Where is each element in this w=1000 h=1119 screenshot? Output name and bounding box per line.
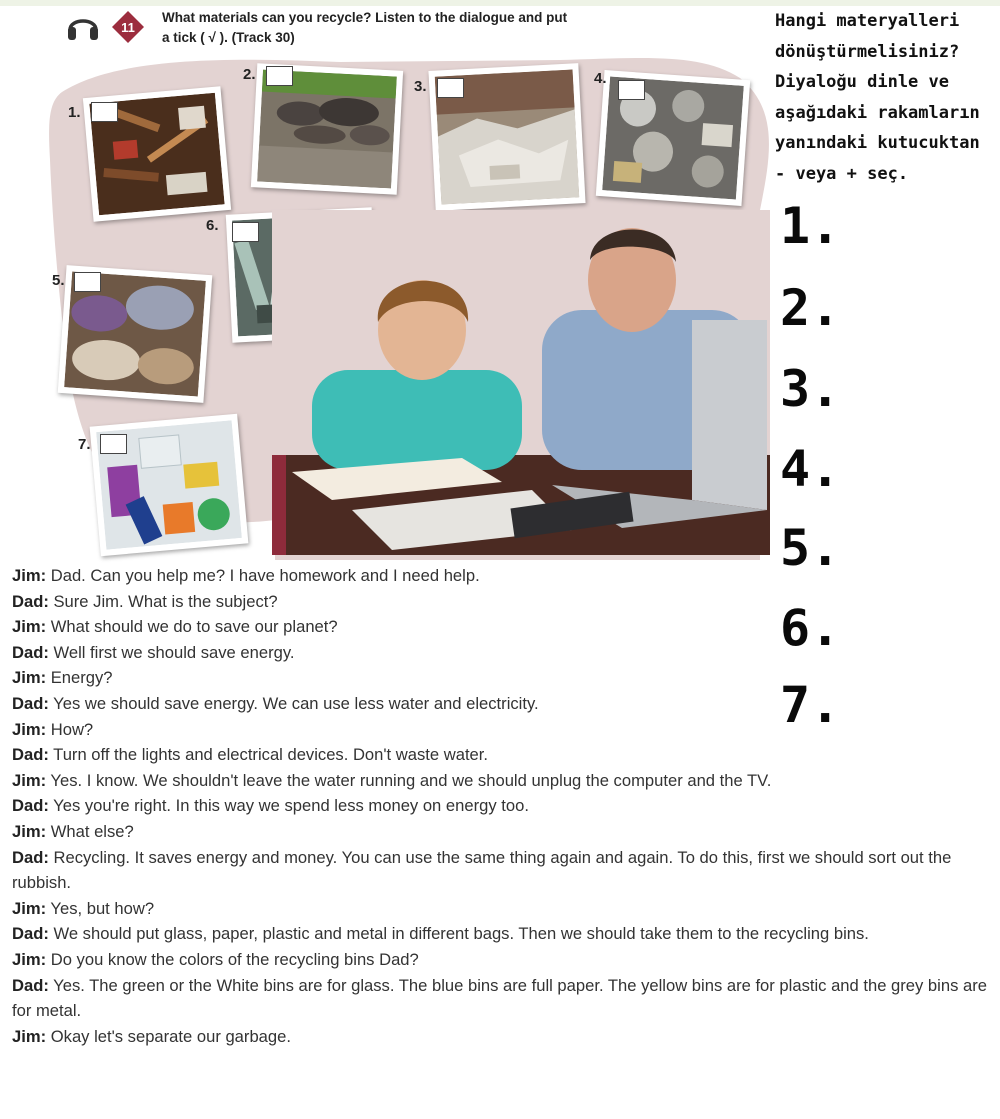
- father-son-photo: [272, 210, 770, 555]
- answer-number: 4.: [780, 440, 841, 498]
- speaker-name: Jim:: [12, 719, 47, 739]
- dialogue-text: Yes, but how?: [46, 898, 155, 918]
- answer-number: 5.: [780, 519, 841, 577]
- speaker-name: Jim:: [12, 668, 47, 688]
- turkish-instruction: [775, 6, 997, 189]
- tick-box-5[interactable]: [74, 272, 101, 292]
- instruction-line-1: What materials can you recycle? Listen to the dialogue and put: [162, 10, 568, 25]
- speaker-name: Dad:: [12, 745, 49, 765]
- speaker-name: Dad:: [12, 847, 49, 867]
- answer-number: 3.: [780, 360, 841, 418]
- speaker-name: Dad:: [12, 591, 49, 611]
- dialogue-text: What should we do to save our planet?: [46, 617, 338, 637]
- dialogue-text: Yes. I know. We shouldn't leave the water running and we should unplug the computer and the TV.: [46, 770, 772, 790]
- turkish-line: yanındaki kutucuktan: [775, 133, 980, 153]
- dialogue-line: [12, 947, 987, 973]
- dialogue-line: [12, 563, 987, 589]
- turkish-line: dönüştürmelisiniz?: [775, 41, 960, 62]
- answer-number: 6.: [780, 599, 841, 657]
- speaker-name: Jim:: [12, 617, 47, 637]
- dialogue-text: Dad. Can you help me? I have homework and I need help.: [46, 566, 480, 585]
- dialogue-text: Turn off the lights and electrical devices. Don't waste water.: [48, 745, 489, 765]
- speaker-name: Dad:: [12, 924, 49, 944]
- turkish-line: Hangi materyalleri: [775, 11, 960, 31]
- svg-text:11: 11: [121, 20, 135, 35]
- speaker-name: Jim:: [12, 949, 47, 969]
- dialogue-line: [12, 896, 987, 922]
- tick-box-1[interactable]: [91, 102, 118, 122]
- dialogue-text: We should put glass, paper, plastic and metal in different bags. Then we should take them to the recycling bins.: [48, 924, 869, 944]
- dialogue-text: Yes we should save energy. We can use less water and electricity.: [48, 693, 539, 713]
- headphones-icon: [66, 10, 100, 42]
- photo-label: 1.: [68, 104, 81, 121]
- tick-box-4[interactable]: [618, 80, 645, 100]
- answer-number: 1.: [780, 197, 841, 255]
- dialogue-line: [12, 665, 987, 691]
- answer-number: 7.: [780, 676, 841, 734]
- dialogue-text: How?: [46, 719, 94, 739]
- turkish-line: - veya + seç.: [775, 163, 909, 184]
- tick-box-3[interactable]: [437, 78, 464, 98]
- tick-box-2[interactable]: [266, 66, 293, 86]
- dialogue-line: [12, 921, 987, 947]
- dialogue-text: Yes you're right. In this way we spend less money on energy too.: [48, 796, 529, 816]
- dialogue-line: [12, 973, 987, 1024]
- exercise-number-badge: [111, 10, 145, 44]
- photo-label: 3.: [414, 78, 427, 95]
- speaker-name: Dad:: [12, 975, 49, 995]
- dialogue-line: [12, 691, 987, 717]
- dialogue-line: [12, 845, 987, 896]
- speaker-name: Dad:: [12, 693, 49, 713]
- photo-label: 2.: [243, 66, 256, 83]
- dialogue-text: Do you know the colors of the recycling bins Dad?: [46, 949, 419, 969]
- speaker-name: Jim:: [12, 821, 47, 841]
- dialogue-text: Well first we should save energy.: [48, 642, 295, 662]
- dialogue-text: Sure Jim. What is the subject?: [48, 591, 278, 611]
- photo-label: 6.: [206, 217, 219, 234]
- dialogue-line: [12, 819, 987, 845]
- speaker-name: Jim:: [12, 566, 47, 585]
- tick-box-6[interactable]: [232, 222, 259, 242]
- dialogue-line: [12, 793, 987, 819]
- photo-label: 7.: [78, 436, 91, 453]
- dialogue-text: Yes. The green or the White bins are for glass. The blue bins are full paper. The yellow bins are for plastic and the grey bins are for metal.: [12, 975, 987, 1021]
- dialogue-text: What else?: [46, 821, 134, 841]
- dialogue-line: [12, 742, 987, 768]
- speaker-name: Dad:: [12, 642, 49, 662]
- dialogue-line: [12, 768, 987, 794]
- speaker-name: Jim:: [12, 770, 47, 790]
- exercise-instruction: [162, 8, 682, 48]
- speaker-name: Jim:: [12, 1026, 47, 1046]
- speaker-name: Dad:: [12, 796, 49, 816]
- dialogue-text: Energy?: [46, 668, 113, 688]
- photo-label: 4.: [594, 70, 607, 87]
- dialogue-line: [12, 589, 987, 615]
- dialogue-text: Okay let's separate our garbage.: [46, 1026, 291, 1046]
- dialogue-line: [12, 717, 987, 743]
- turkish-line: aşağıdaki rakamların: [775, 102, 980, 123]
- dialogue-line: [12, 1024, 987, 1050]
- speaker-name: Jim:: [12, 898, 47, 918]
- answer-number: 2.: [780, 279, 841, 337]
- tick-box-7[interactable]: [100, 434, 127, 454]
- dialogue-transcript: [12, 563, 987, 1049]
- dialogue-line: [12, 614, 987, 640]
- instruction-line-2: a tick ( √ ). (Track 30): [162, 30, 295, 45]
- dialogue-line: [12, 640, 987, 666]
- turkish-line: Diyaloğu dinle ve: [775, 72, 949, 92]
- photo-label: 5.: [52, 272, 65, 289]
- dialogue-text: Recycling. It saves energy and money. You can use the same thing again and again. To do this, first we should sort out the rubbish.: [12, 847, 952, 893]
